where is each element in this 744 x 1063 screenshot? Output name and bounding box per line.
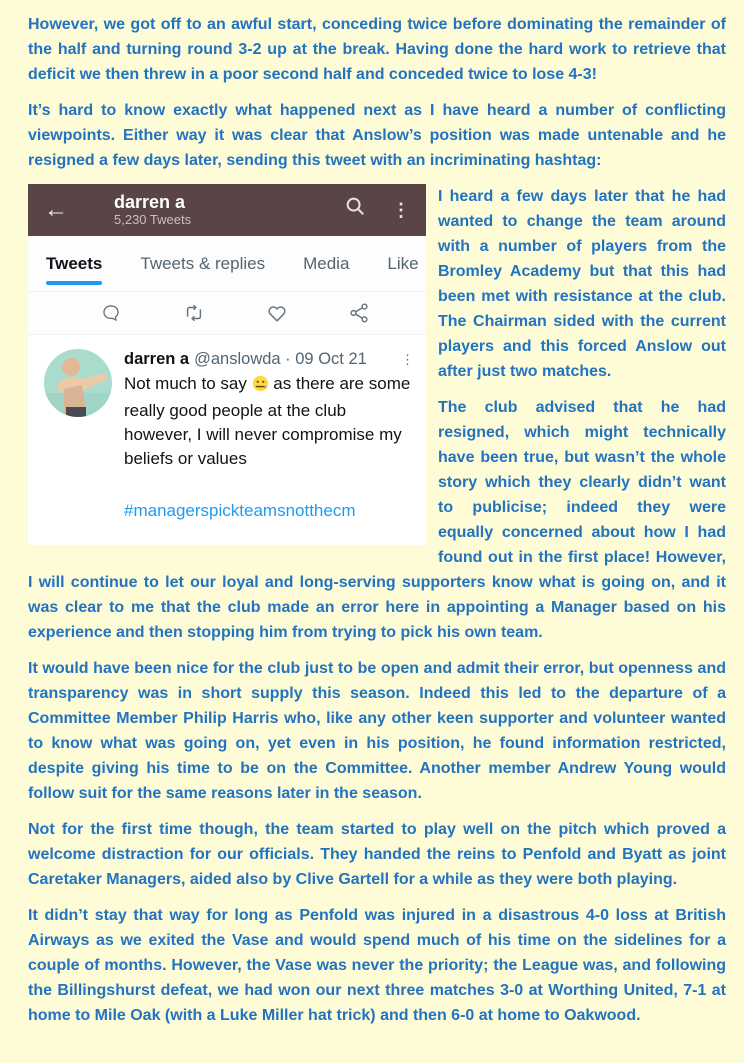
tweet-hashtag-link[interactable]: #managerspickteamsnotthecm: [124, 501, 356, 520]
kebab-menu-icon[interactable]: ⋮: [392, 200, 410, 220]
paragraph-7: It didn’t stay that way for long as Penfold was injured in a disastrous 4-0 loss at British Airways as we exited the Vase and would spend much of his time on the sidelines for a couple of months. However, the Vase was never the priority; the League was, and following the Billingshurst defeat, we had won our next three matches 3-0 at Worthing United, 7-1 at home to Mile Oak (with a Luke Miller hat trick) and then 6-0 at home to Oakwood.: [28, 907, 726, 1024]
tweet-author-name[interactable]: darren a: [124, 350, 190, 368]
paragraph-5: It would have been nice for the club just to be open and admit their error, but openness and transparency was in short supply this season. Indeed this led to the departure of a Committee Member Philip Harris who, like any other keen supporter and volunteer wanted to know what was going on, yet even in his position, he found information restricted, despite giving his time to be on the Committee. Another member Andrew Young would follow suit for the same reasons later in the season.: [28, 660, 726, 802]
tweet-action-bar: [28, 292, 426, 335]
tab-media[interactable]: Media: [303, 254, 350, 273]
avatar[interactable]: [44, 349, 112, 417]
reply-icon[interactable]: [100, 302, 122, 324]
tweet-text: Not much to say as there are some really good people at the club however, I will never compromise my beliefs or values: [124, 374, 411, 468]
paragraph-4: The club advised that he had resigned, which might technically have been true, but wasn’t the whole story which they clearly didn’t want to publicise; indeed they were equally concerned about how I had found out in the first place! However, I will continue to let our loyal and long-serving supporters know what is going on, and it was clear to me that the club made an error here in appointing a Manager based on his experience and then stopping him from trying to pick his own team.: [28, 399, 726, 641]
profile-name: darren a: [114, 192, 186, 213]
tweet-count: 5,230 Tweets: [114, 211, 192, 227]
zipper-mouth-emoji-icon: [252, 375, 269, 399]
paragraph-2: It’s hard to know exactly what happened next as I have heard a number of conflicting viewpoints. Either way it was clear that Anslow’s position was made untenable and he resigned a few days later, sending this tweet with an incriminating hashtag:: [28, 102, 726, 169]
tab-tweets[interactable]: Tweets: [46, 236, 102, 291]
like-heart-icon[interactable]: [266, 302, 288, 324]
paragraph-6: Not for the first time though, the team started to play well on the pitch which proved a welcome distraction for our officials. They handed the reins to Penfold and Byatt as joint Caretaker Managers, aided also by Clive Gartell for a while as they were both playing.: [28, 821, 726, 888]
tweet-header: [28, 184, 426, 236]
active-tab-underline: [46, 281, 102, 285]
share-icon[interactable]: [348, 302, 370, 324]
paragraph-3: I heard a few days later that he had wanted to change the team around with a number of players from the Bromley Academy but that this had been met with resistance at the club. The Chairman sided with the current players and this forced Anslow out after just two matches.: [438, 188, 726, 380]
profile-title-block: [114, 192, 191, 228]
tweet-handle-date[interactable]: @anslowda · 09 Oct 21: [194, 350, 367, 368]
tweet-screenshot: [28, 184, 426, 545]
search-icon[interactable]: [344, 195, 366, 225]
retweet-icon[interactable]: [182, 302, 206, 324]
tab-tweets-and-replies[interactable]: Tweets & replies: [140, 254, 266, 273]
profile-tabs: [28, 236, 426, 292]
back-arrow-icon[interactable]: ←: [44, 196, 68, 223]
tab-likes[interactable]: Like: [387, 254, 419, 273]
tweet-item: [28, 335, 426, 523]
tweet-kebab-icon[interactable]: ⋮: [401, 352, 414, 367]
paragraph-1: However, we got off to an awful start, conceding twice before dominating the remainder of the half and turning round 3-2 up at the break. Having done the hard work to retrieve that deficit we then threw in a poor second half and conceded twice to lose 4-3!: [28, 16, 726, 83]
